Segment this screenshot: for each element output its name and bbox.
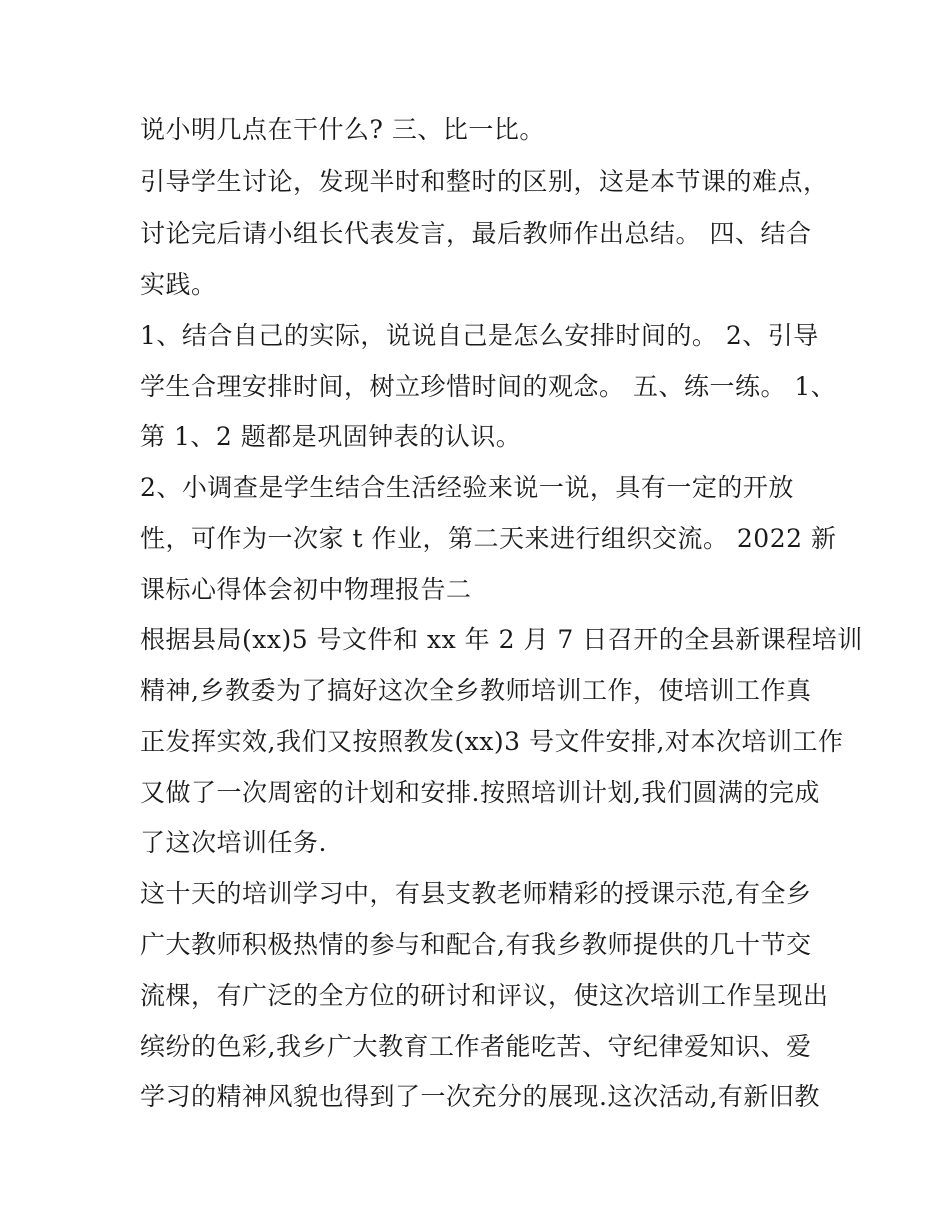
text-line: 学习的精神风貌也得到了一次充分的展现.这次活动,有新旧教 [140, 1082, 820, 1111]
text-line: 第 1、2 题都是巩固钟表的认识。 [140, 422, 522, 451]
text-line: 精神,乡教委为了搞好这次全乡教师培训工作，使培训工作真 [140, 676, 812, 705]
text-line: 2、小调查是学生结合生活经验来说一说，具有一定的开放 [140, 473, 794, 502]
text-line: 流棵，有广泛的全方位的研讨和评议，使这次培训工作呈现出 [140, 981, 829, 1010]
text-line: 了这次培训任务. [140, 828, 327, 857]
text-line: 说小明几点在干什么? 三、比一比。 [140, 115, 545, 144]
text-line: 性，可作为一次家 t 作业，第二天来进行组织交流。 2022 新 [140, 524, 837, 553]
text-line: 引导学生讨论，发现半时和整时的区别，这是本节课的难点， [140, 167, 829, 196]
text-line: 缤纷的色彩,我乡广大教育工作者能吃苦、守纪律爱知识、爱 [140, 1032, 812, 1061]
text-line: 实践。 [140, 270, 217, 299]
text-line: 1、结合自己的实际，说说自己是怎么安排时间的。 2、引导 [140, 321, 819, 350]
text-line: 学生合理安排时间，树立珍惜时间的观念。 五、练一练。 1、 [140, 372, 837, 401]
text-line: 课标心得体会初中物理报告二 [140, 575, 472, 604]
text-line: 又做了一次周密的计划和安排.按照培训计划,我们圆满的完成 [140, 778, 820, 807]
text-line: 讨论完后请小组长代表发言，最后教师作出总结。 四、结合 [140, 219, 812, 248]
text-line: 这十天的培训学习中，有县支教老师精彩的授课示范,有全乡 [140, 879, 812, 908]
text-line: 广大教师积极热情的参与和配合,有我乡教师提供的几十节交 [140, 930, 812, 959]
text-line: 根据县局(xx)5 号文件和 xx 年 2 月 7 日召开的全县新课程培训 [140, 625, 863, 654]
text-line: 正发挥实效,我们又按照教发(xx)3 号文件安排,对本次培训工作 [140, 727, 844, 756]
